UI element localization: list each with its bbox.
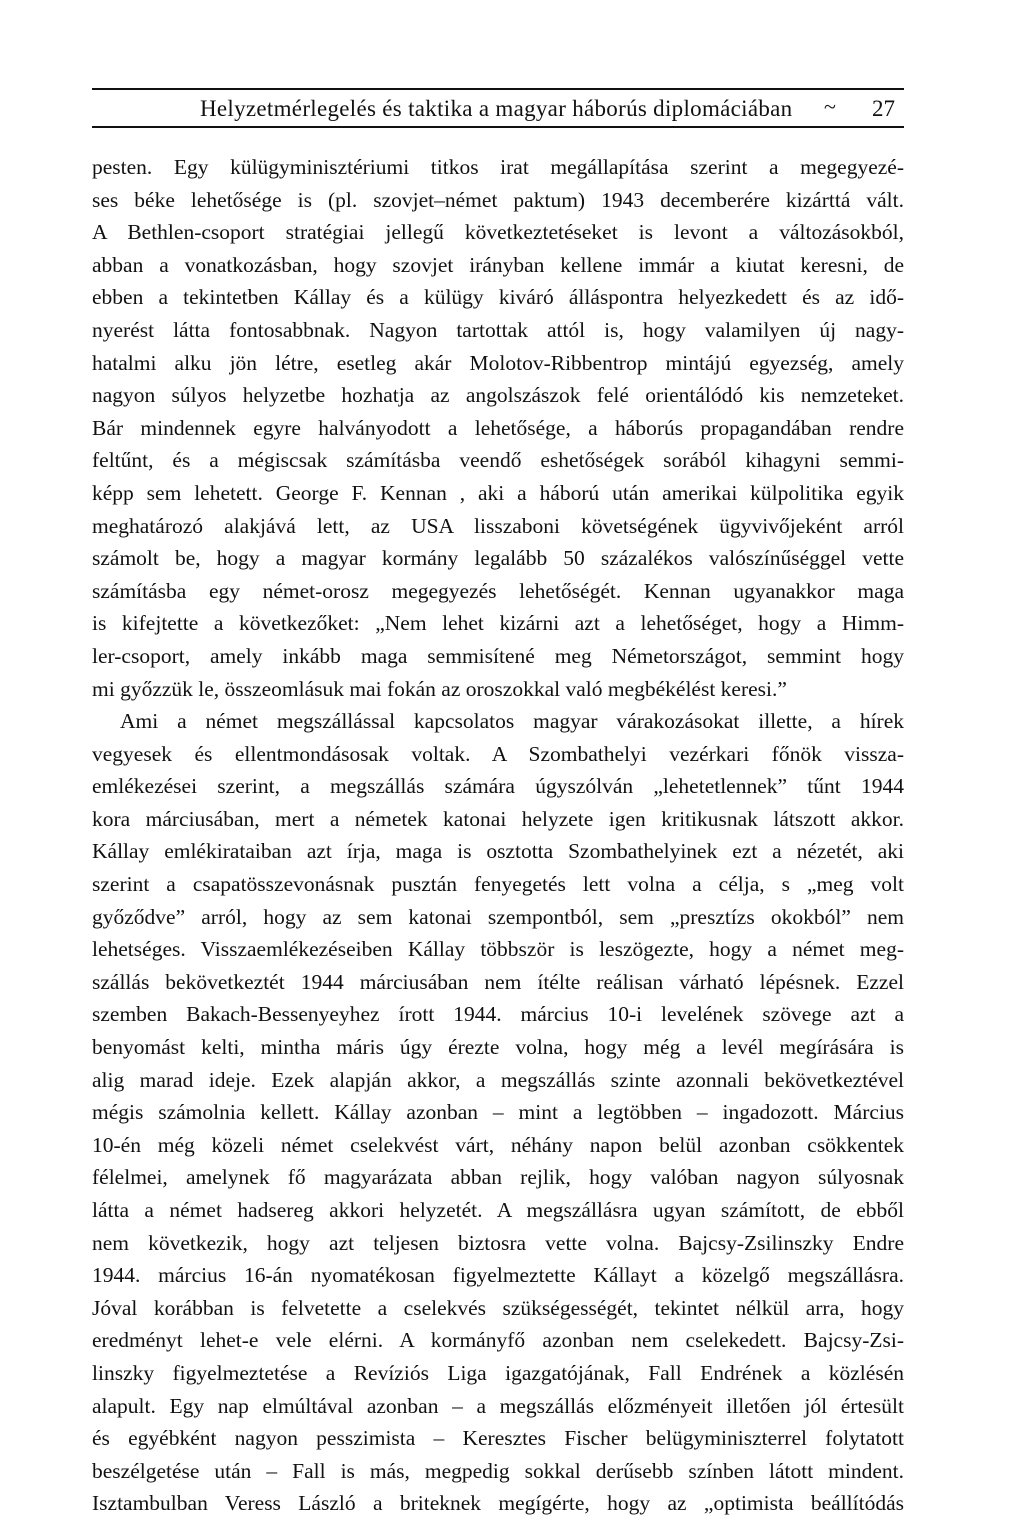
text-line: és egyébként nagyon pesszimista – Keresztes Fischer belügyminiszterrel folytatott (92, 1426, 904, 1451)
text-line: benyomást kelti, mintha máris úgy érezte volna, hogy még a levél megírására is (92, 1035, 904, 1060)
text-line: eredményt lehet-e vele elérni. A kormányfő azonban nem cselekedett. Bajcsy-Zsi- (92, 1328, 904, 1353)
text-line: szemben Bakach-Bessenyeyhez írott 1944. március 10-i levelének szövege azt a (92, 1002, 904, 1027)
text-line: alig marad ideje. Ezek alapján akkor, a megszállás szinte azonnali bekövetkeztével (92, 1067, 904, 1092)
body-text (92, 151, 904, 1520)
text-line: Kállay emlékirataiban azt írja, maga is osztotta Szombathelyinek ezt a nézetét, aki (92, 839, 904, 864)
text-line: vegyesek és ellentmondásosak voltak. A Szombathelyi vezérkari főnök vissza- (92, 741, 904, 766)
text-line: szállás bekövetkeztét 1944 márciusában nem ítélte reálisan várható lépésnek. Ezzel (92, 969, 904, 994)
paragraph (92, 151, 904, 705)
text-line: Jóval korábban is felvetette a cselekvés szükségességét, tekintet nélkül arra, hogy (92, 1295, 904, 1320)
text-line: emlékezései szerint, a megszállás számára úgyszólván „lehetetlennek” tűnt 1944 (92, 774, 904, 799)
text-line: mi győzzük le, összeomlásuk mai fokán az oroszokkal való megbékélést keresi.” (92, 676, 787, 701)
text-line: pesten. Egy külügyminisztériumi titkos irat megállapítása szerint a megegyezé- (92, 155, 904, 179)
paragraph (92, 705, 904, 1520)
text-line: látta a német hadsereg akkori helyzetét. A megszállásra ugyan számított, de ebből (92, 1198, 904, 1222)
text-line: hatalmi alku jön létre, esetleg akár Molotov-Ribbentrop mintájú egyezség, amely (92, 350, 904, 375)
text-line: mégis számolnia kellett. Kállay azonban – mint a legtöbben – ingadozott. Március (92, 1100, 904, 1125)
running-header-title: Helyzetmérlegelés és taktika a magyar háborús diplomáciában (200, 96, 793, 121)
text-line: abban a vonatkozásban, hogy szovjet irányban kellene immár a kiutat keresni, de (92, 252, 904, 277)
text-line: lehetséges. Visszaemlékezéseiben Kállay többször is leszögezte, hogy a német meg- (92, 937, 904, 962)
text-line: számításba egy német-orosz megegyezés lehetőségét. Kennan ugyanakkor maga (92, 578, 904, 603)
text-line: Isztambulban Veress László a briteknek megígérte, hogy az „optimista beállítódás (92, 1491, 904, 1516)
text-line: Bár mindennek egyre halványodott a lehetősége, a háborús propagandában rendre (92, 415, 904, 440)
text-line: Ami a német megszállással kapcsolatos magyar várakozásokat illette, a hírek (120, 709, 904, 734)
text-line: nem következik, hogy azt teljesen biztosra vette volna. Bajcsy-Zsilinszky Endre (92, 1230, 904, 1255)
text-line: képp sem lehetett. George F. Kennan , aki a háború után amerikai külpolitika egyik (92, 480, 904, 505)
text-line: ler-csoport, amely inkább maga semmisítené meg Németországot, semmint hogy (92, 643, 904, 668)
running-header-separator: ~ (824, 94, 836, 119)
page-number: 27 (872, 96, 895, 121)
text-line: győződve” arról, hogy az sem katonai szempontból, sem „presztízs okokból” nem (92, 904, 904, 929)
text-line: nagyon súlyos helyzetbe hozhatja az angolszászok felé orientálódó kis nemzeteket. (92, 383, 904, 408)
text-line: nyerést látta fontosabbnak. Nagyon tartottak attól is, hogy valamilyen új nagy- (92, 317, 904, 342)
text-line: is kifejtette a következőket: „Nem lehet kizárni azt a lehetőséget, hogy a Himm- (92, 611, 904, 636)
text-line: ses béke lehetősége is (pl. szovjet–német paktum) 1943 decemberére kizárttá vált. (92, 187, 904, 212)
text-line: félelmei, amelynek fő magyarázata abban rejlik, hogy valóban nagyon súlyosnak (92, 1165, 904, 1190)
text-line: meghatározó alakjává lett, az USA lisszaboni követségének ügyvivőjeként arról (92, 513, 904, 538)
text-line: számolt be, hogy a magyar kormány legalább 50 százalékos valószínűséggel vette (92, 546, 904, 571)
text-line: feltűnt, és a mégiscsak számításba veendő eshetőségek sorából kihagyni semmi- (92, 448, 904, 473)
text-line: beszélgetése után – Fall is más, megpedig sokkal derűsebb színben látott mindent. (92, 1458, 904, 1483)
text-line: alapult. Egy nap elmúltával azonban – a megszállás előzményeit illetően jól értesült (92, 1393, 904, 1418)
text-line: 1944. március 16-án nyomatékosan figyelmeztette Kállayt a közelgő megszállásra. (92, 1263, 904, 1288)
text-line: szerint a csapatösszevonásnak pusztán fenyegetés lett volna a célja, s „meg volt (92, 872, 904, 897)
text-line: ebben a tekintetben Kállay és a külügy kiváró álláspontra helyezkedett és az idő- (92, 285, 904, 310)
text-line: 10-én még közeli német cselekvést várt, néhány napon belül azonban csökkentek (92, 1132, 904, 1157)
text-line: kora márciusában, mert a németek katonai helyzete igen kritikusnak látszott akkor. (92, 806, 904, 831)
text-line: A Bethlen-csoport stratégiai jellegű következtetéseket is levont a változásokból, (92, 220, 904, 245)
running-header (92, 88, 904, 128)
text-line: linszky figyelmeztetése a Revíziós Liga igazgatójának, Fall Endrének a közlésén (92, 1360, 904, 1385)
